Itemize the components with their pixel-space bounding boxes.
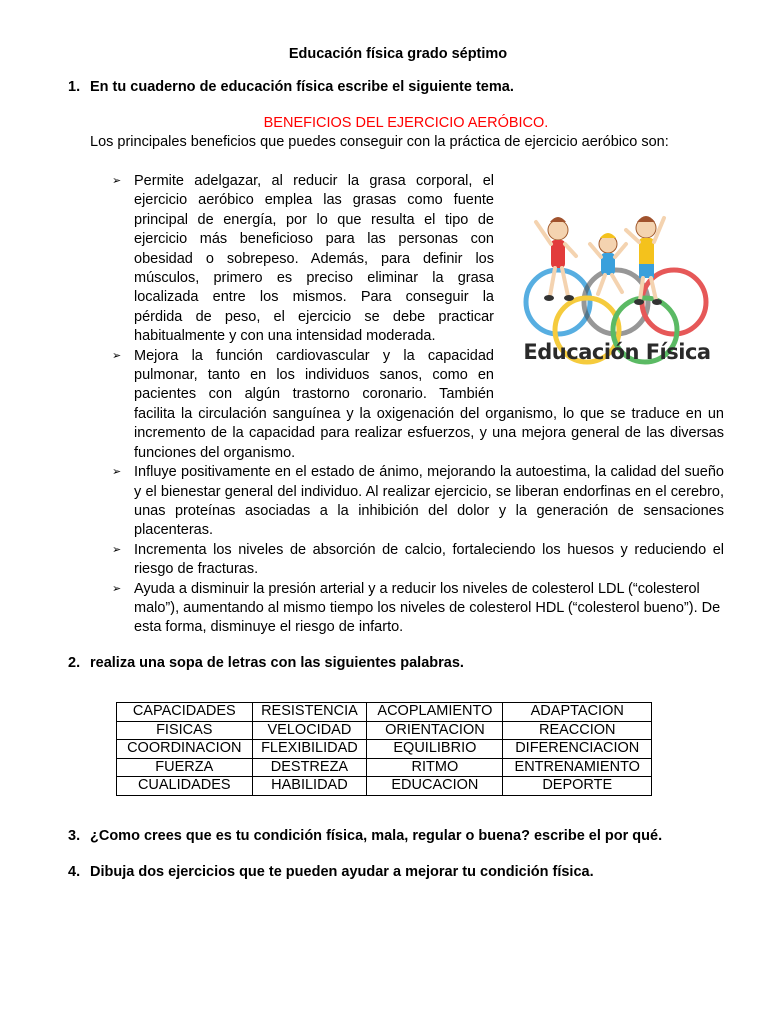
question-4-number: 4. xyxy=(68,864,81,880)
question-3 xyxy=(68,828,662,844)
illustration-caption: Educación Física xyxy=(523,340,711,364)
table-cell: DIFERENCIACION xyxy=(503,740,652,759)
table-cell: CAPACIDADES xyxy=(117,703,253,722)
physical-education-illustration xyxy=(518,200,714,378)
table-cell: RITMO xyxy=(367,758,503,777)
bullet-line: habitualmente y con una intensidad moderada. xyxy=(134,328,436,345)
table-row xyxy=(117,703,652,722)
bullet-line: ejercicio aeróbico emplea las grasas como fuente xyxy=(134,192,494,209)
bullet-text: Incrementa los niveles de absorción de calcio, fortaleciendo los huesos y reduciendo el riesgo de fracturas. xyxy=(134,541,724,578)
table-row xyxy=(117,721,652,740)
table-cell: ENTRENAMIENTO xyxy=(503,758,652,777)
table-cell: VELOCIDAD xyxy=(252,721,367,740)
table-cell: EDUCACION xyxy=(367,777,503,796)
table-cell: DESTREZA xyxy=(252,758,367,777)
table-row xyxy=(117,777,652,796)
table-cell: CUALIDADES xyxy=(117,777,253,796)
question-2-text: realiza una sopa de letras con las siguientes palabras. xyxy=(90,655,464,671)
bullet-line: pulmonar, tanto en los individuos sanos, como en xyxy=(134,367,494,384)
bullet-line: pérdida de peso, el ejercicio se debe practicar xyxy=(134,308,494,325)
question-2 xyxy=(68,655,464,671)
topic-heading: BENEFICIOS DEL EJERCICIO AERÓBICO. xyxy=(263,115,549,131)
arrow-bullet-icon: ➢ xyxy=(112,582,122,595)
table-cell: HABILIDAD xyxy=(252,777,367,796)
table-cell: FLEXIBILIDAD xyxy=(252,740,367,759)
table-cell: COORDINACION xyxy=(117,740,253,759)
question-3-text: ¿Como crees que es tu condición física, mala, regular o buena? escribe el por qué. xyxy=(90,828,663,844)
bullet-line: pacientes con algún trastorno coronario. También xyxy=(134,386,494,403)
table-row xyxy=(117,758,652,777)
question-2-number: 2. xyxy=(68,655,81,671)
bullet-line: Mejora la función cardiovascular y la capacidad xyxy=(134,347,494,364)
table-cell: ACOPLAMIENTO xyxy=(367,703,503,722)
bullet-line: ejercicio más beneficioso para las personas con xyxy=(134,231,494,248)
bullet-line: obesidad o sobrepeso. Además, para definir los xyxy=(134,250,494,267)
bullet-text: facilita la circulación sanguínea y la oxigenación del organismo, lo que se traduce en un incremento de la capacidad para realizar esfuerzos, y una mejora general de las diversas funciones del organismo. xyxy=(134,405,724,461)
bullet-line: principal de energía, por lo que resulta el tipo de xyxy=(134,211,494,228)
bullet-text: Ayuda a disminuir la presión arterial y a reducir los niveles de colesterol LDL (“colesterol malo”), aumentando al mismo tiempo los niveles de colesterol HDL (“colesterol bueno”). De esta forma, disminuye el riesgo de infarto. xyxy=(134,580,721,636)
question-3-number: 3. xyxy=(68,828,81,844)
page-title: Educación física grado séptimo xyxy=(288,46,508,62)
word-table xyxy=(116,702,652,796)
table-cell: DEPORTE xyxy=(503,777,652,796)
table-cell: EQUILIBRIO xyxy=(367,740,503,759)
table-cell: RESISTENCIA xyxy=(252,703,367,722)
question-4-text: Dibuja dos ejercicios que te pueden ayudar a mejorar tu condición física. xyxy=(90,864,594,880)
table-row xyxy=(117,740,652,759)
arrow-bullet-icon: ➢ xyxy=(112,466,122,479)
list-item xyxy=(112,580,724,638)
list-item xyxy=(112,463,724,541)
list-item xyxy=(112,541,724,580)
question-1-text: En tu cuaderno de educación física escribe el siguiente tema. xyxy=(90,79,514,95)
table-cell: FUERZA xyxy=(117,758,253,777)
bullet-line: Permite adelgazar, al reducir la grasa corporal, el xyxy=(134,173,494,189)
question-1 xyxy=(68,79,514,95)
topic-intro: Los principales beneficios que puedes conseguir con la práctica de ejercicio aeróbico son: xyxy=(90,134,669,150)
arrow-bullet-icon: ➢ xyxy=(112,349,122,362)
bullet-line: músculos, primero es preciso eliminar la grasa xyxy=(134,270,494,287)
table-cell: ORIENTACION xyxy=(367,721,503,740)
arrow-bullet-icon: ➢ xyxy=(112,543,122,556)
question-1-number: 1. xyxy=(68,79,81,95)
bullet-line: localizada entre los mismos. Para conseguir la xyxy=(134,289,494,306)
table-cell: REACCION xyxy=(503,721,652,740)
question-4 xyxy=(68,864,594,880)
table-cell: ADAPTACION xyxy=(503,703,652,722)
table-cell: FISICAS xyxy=(117,721,253,740)
arrow-bullet-icon: ➢ xyxy=(112,175,122,187)
bullet-text: Influye positivamente en el estado de ánimo, mejorando la autoestima, la calidad del sueño y el bienestar general del individuo. Al realizar ejercicio, se liberan endorfinas en el cerebro, unas proteínas asociadas a la inhibición del dolor y la generación de sensaciones placenteras. xyxy=(134,464,724,539)
